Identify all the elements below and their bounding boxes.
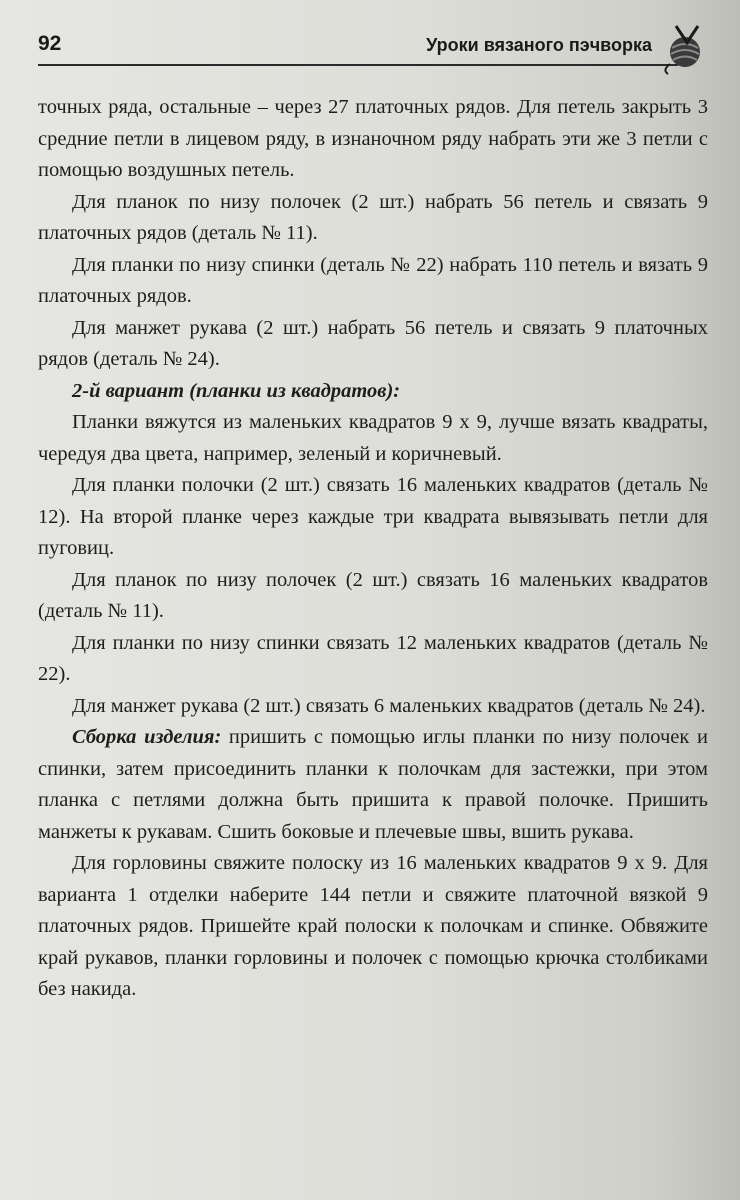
yarn-ball-icon xyxy=(658,22,712,76)
header-rule xyxy=(38,64,678,66)
paragraph-front-bottom-bands: Для планок по низу полочек (2 шт.) набрать 56 петель и связать 9 платочных рядов (деталь № 11). xyxy=(38,190,708,244)
page-header xyxy=(38,26,710,70)
body-text xyxy=(38,92,708,1006)
paragraph-neckline: Для горловины свяжите полоску из 16 маленьких квадратов 9 х 9. Для варианта 1 отделки наберите 144 петли и свяжите платочной вязкой 9 платочных рядов. Пришейте край полоски к полочкам и спинке. Обвяжите край рукавов, планки горловины и полочек с помощью крючка столбиками без накида. xyxy=(38,852,708,1000)
running-title: Уроки вязаного пэчворка xyxy=(426,35,652,55)
assembly-text: пришить с помощью иглы планки по низу полочек и спинки, затем присоединить планки к полочкам для застежки, при этом планка с петлями должна быть пришита к правой полочке. Пришить манжеты к рукавам. Сшить боковые и плечевые швы, вшить рукава. xyxy=(38,726,708,843)
paragraph-squares-bands: Планки вяжутся из маленьких квадратов 9 х 9, лучше вязать квадраты, чередуя два цвета, например, зеленый и коричневый. xyxy=(38,411,708,465)
paragraph-cuffs: Для манжет рукава (2 шт.) набрать 56 петель и связать 9 платочных рядов (деталь № 24). xyxy=(38,316,708,370)
paragraph-back-bottom-squares: Для планки по низу спинки связать 12 маленьких квадратов (деталь № 22). xyxy=(38,631,708,685)
paragraph-back-bottom-band: Для планки по низу спинки (деталь № 22) набрать 110 петель и вязать 9 платочных рядов. xyxy=(38,253,708,307)
paragraph-front-bottom-squares: Для планок по низу полочек (2 шт.) связать 16 маленьких квадратов (деталь № 11). xyxy=(38,568,708,622)
paragraph-cuff-squares: Для манжет рукава (2 шт.) связать 6 маленьких квадратов (деталь № 24). xyxy=(72,694,706,717)
paragraph-assembly xyxy=(38,722,708,848)
paragraph-continuation: точных ряда, остальные – через 27 платочных рядов. Для петель закрыть 3 средние петли в лицевом ряду, в изнаночном ряду набрать эти же 3 петли с помощью воздушных петель. xyxy=(38,96,708,181)
paragraph-front-band-squares: Для планки полочки (2 шт.) связать 16 маленьких квадратов (деталь № 12). На второй планке через каждые три квадрата вывязывать петли для пуговиц. xyxy=(38,474,708,559)
page-number: 92 xyxy=(38,32,62,55)
assembly-label: Сборка изделия: xyxy=(72,726,222,748)
variant-2-heading: 2-й вариант (планки из квадратов): xyxy=(72,379,401,402)
